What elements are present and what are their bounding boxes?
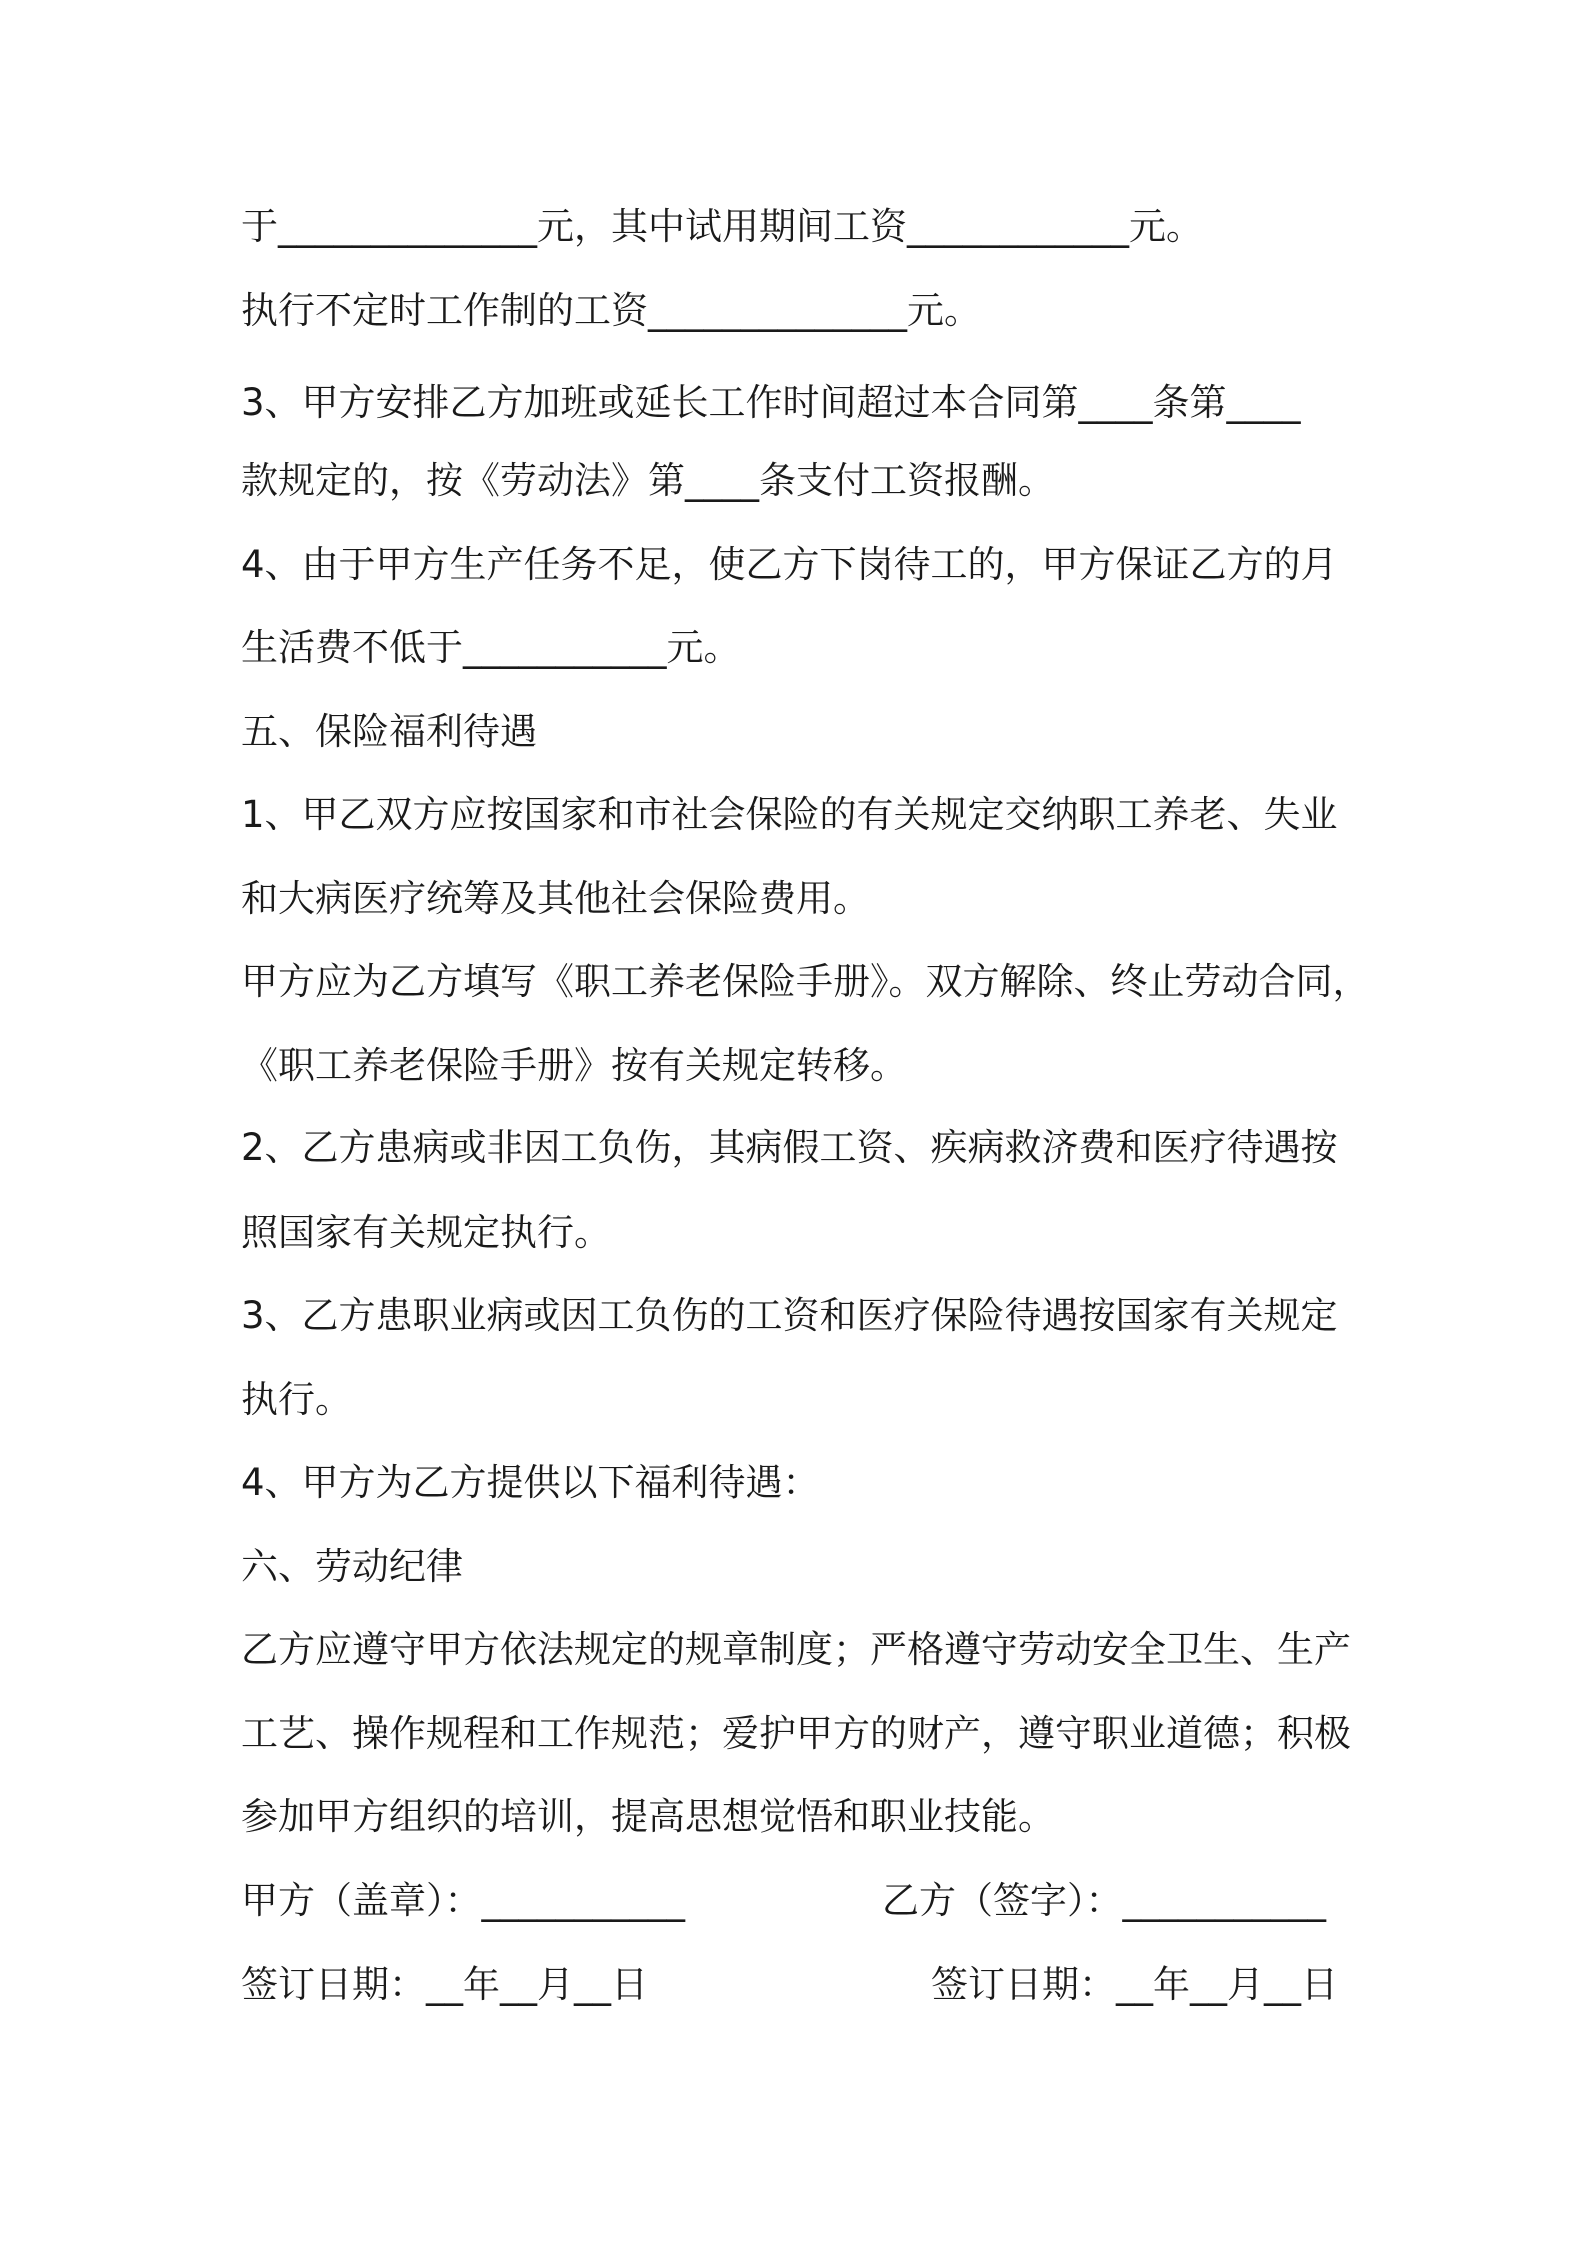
- text-line: 乙方应遵守甲方依法规定的规章制度；严格遵守劳动安全卫生、生产: [241, 1628, 1351, 1671]
- text-line: 款规定的，按《劳动法》第____条支付工资报酬。: [241, 459, 1055, 502]
- text-line: 3、甲方安排乙方加班或延长工作时间超过本合同第____条第____: [241, 381, 1301, 424]
- text-line: 和大病医疗统筹及其他社会保险费用。: [241, 877, 870, 920]
- text-line: 1、甲乙双方应按国家和市社会保险的有关规定交纳职工养老、失业: [241, 793, 1338, 836]
- text-line: 4、甲方为乙方提供以下福利待遇：: [241, 1461, 820, 1504]
- party-b-date-field: 签订日期：__年__月__日: [931, 1963, 1338, 2006]
- party-a-seal-field: 甲方（盖章）：___________: [241, 1879, 685, 1922]
- text-line: 生活费不低于___________元。: [241, 626, 741, 669]
- text-line: 3、乙方患职业病或因工负伤的工资和医疗保险待遇按国家有关规定: [241, 1294, 1338, 1337]
- party-a-date-field: 签订日期：__年__月__日: [241, 1963, 648, 2006]
- text-line: 工艺、操作规程和工作规范；爱护甲方的财产，遵守职业道德；积极: [241, 1712, 1351, 1755]
- text-line: 2、乙方患病或非因工负伤，其病假工资、疾病救济费和医疗待遇按: [241, 1126, 1338, 1169]
- section-heading: 五、保险福利待遇: [241, 710, 537, 753]
- text-line: 4、由于甲方生产任务不足，使乙方下岗待工的，甲方保证乙方的月: [241, 543, 1338, 586]
- text-line: 《职工养老保险手册》按有关规定转移。: [241, 1044, 907, 1087]
- text-line: 执行。: [241, 1378, 352, 1421]
- text-line: 于______________元，其中试用期间工资____________元。: [241, 205, 1203, 248]
- text-line: 参加甲方组织的培训，提高思想觉悟和职业技能。: [241, 1795, 1055, 1838]
- section-heading: 六、劳动纪律: [241, 1545, 463, 1588]
- party-b-signature-field: 乙方（签字）：___________: [882, 1879, 1326, 1922]
- text-line: 执行不定时工作制的工资______________元。: [241, 289, 981, 332]
- text-line: 甲方应为乙方填写《职工养老保险手册》。双方解除、终止劳动合同，: [241, 960, 1370, 1003]
- text-line: 照国家有关规定执行。: [241, 1211, 611, 1254]
